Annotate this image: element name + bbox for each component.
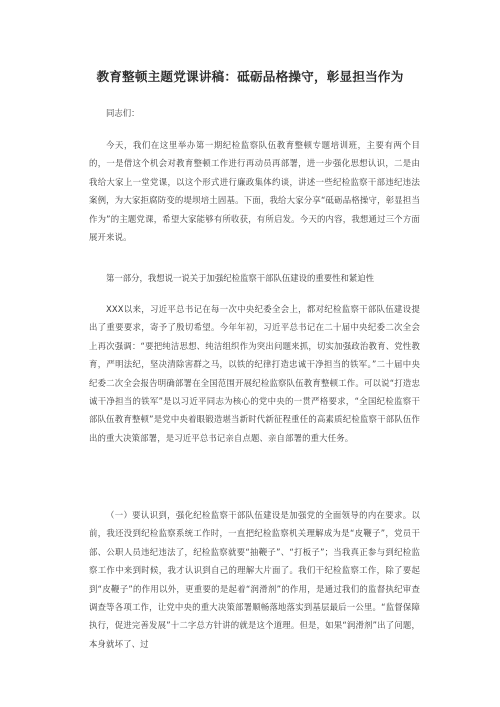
document-title: 教育整顿主题党课讲稿：砥砺品格操守，彰显担当作为 [96, 69, 404, 84]
salutation: 同志们： [106, 108, 140, 118]
paragraph-point-one: （一）要认识到，强化纪检监察干部队伍建设是加强党的全面领导的内在要求。以前，我还没到纪检监察系统工作时，一直把纪检监察机关理解成为是“皮鞭子”，党员干部、公职人员违纪违法了，纪检监察就要“抽鞭子”、“打板子”；当我真正参与到纪检监察工作中来到时候，我才认识到自己的理解大片面了。我们干纪检监察工作，除了要起到“皮鞭子”的作用以外，更重要的是起着“润滑剂”的作用，是通过我们的监督执纪审查调查等各项工作，让党中央的重大决策部署顺畅落地落实到基层最后一公里。“监督保障执行，促进完善发展”十二字总方针讲的就是这个道理。但是，如果“润滑剂”出了问题，本身就坏了、过 [89, 510, 420, 649]
paragraph-background: XXX以来，习近平总书记在每一次中央纪委全会上，都对纪检监察干部队伍建设提出了重要要求，寄予了殷切希望。今年年初，习近平总书记在二十届中央纪委二次全会上再次强调：“要把纯洁思想、纯洁组织作为突出问题来抓，切实加强政治教育、党性教育，严明法纪，坚决清除害群之马，以铁的纪律打造忠诚干净担当的铁军。”二十届中央纪委二次全会报告明确部署在全国范围开展纪检监察队伍教育整顿工作。可以说“打造忠诚干净担当的铁军”是以习近平同志为核心的党中央的一贯严格要求，“全国纪检监察干部队伍教育整顿”是党中央着眼锻造堪当新时代新征程重任的高素质纪检监察干部队伍作出的重大决策部署，是习近平总书记亲自点题、亲自部署的重大任务。 [89, 304, 420, 443]
paragraph-intro: 今天，我们在这里举办第一期纪检监察队伍教育整顿专题培训班，主要有两个目的，一是借这个机会对教育整顿工作进行再动员再部署，进一步强化思想认识，二是由我给大家上一堂党课，以这个形式进行廉政集体约谈，讲述一些纪检监察干部违纪违法案例，为大家拒腐防变的堤坝培土固基。下面，我给大家分享“砥砺品格操守，彰显担当作为”的主题党课，希望大家能够有所收获，有所启发。今天的内容，我想通过三个方面展开来说。 [89, 140, 420, 243]
section-heading-part-one: 第一部分，我想说一说关于加强纪检监察干部队伍建设的重要性和紧迫性 [106, 273, 374, 283]
